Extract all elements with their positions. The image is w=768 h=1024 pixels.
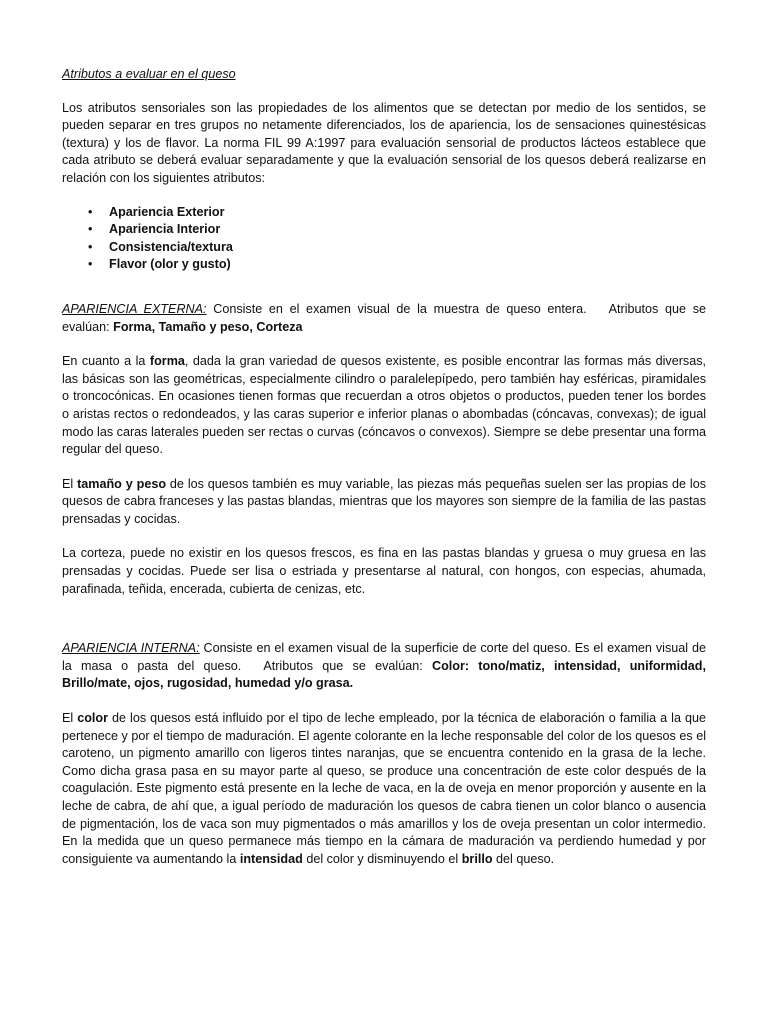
color-lead: El bbox=[62, 711, 78, 726]
internal-description: Consiste en el examen visual de la superficie de corte del queso. Es el examen visual de la masa o pasta del queso. bbox=[62, 641, 707, 673]
color-text-3: del queso. bbox=[492, 851, 555, 866]
list-item: • Consistencia/textura bbox=[62, 239, 706, 257]
color-keyword: color bbox=[77, 711, 108, 726]
external-attributes-lead: Atributos que se evalúan: bbox=[62, 301, 707, 334]
section-heading-internal: APARIENCIA INTERNA: bbox=[62, 641, 200, 656]
list-item: • Apariencia Interior bbox=[62, 221, 706, 239]
size-text: de los quesos también es muy variable, las piezas más pequeñas suelen ser las propias de los quesos de cabra franceses y las pastas blandas, mientras que los mayores son siempre de la familia de las pastas prensadas y cocidas. bbox=[62, 476, 707, 526]
page-title: Atributos a evaluar en el queso bbox=[62, 67, 236, 81]
color-text: de los quesos está influido por el tipo de leche empleado, por la técnica de elaboración o familia a la que pertenece y por el tiempo de maduración. El agente colorante en la leche responsable del color de los quesos es el caroteno, un pigmento amarillo con ligeros tintes naranjas, que se encuentra contenido en la grasa de la leche. Como dicha grasa pasa en su mayor parte al queso, se produce una concentración de este color después de la coagulación. Este pigmento está presente en la leche de vaca, en la de oveja en menor proporción y ausente en la leche de cabra, de ahí que, a igual período de maduración los quesos de cabra tienen un color blanco o ausencia de pigmentación, los de vaca son muy pigmentados o más amarillos y los de oveja presentan un color intermedio. En la medida que un queso permanece más tiempo en la cámara de maduración va perdiendo humedad y por consiguiente va aumentando la bbox=[62, 711, 706, 866]
attribute-list bbox=[62, 204, 706, 274]
external-appearance-section bbox=[62, 301, 706, 336]
internal-attributes-lead: Atributos que se evalúan: bbox=[263, 658, 432, 673]
section-heading-external: APARIENCIA EXTERNA: bbox=[62, 301, 207, 316]
shape-paragraph bbox=[62, 353, 706, 459]
intro-paragraph: Los atributos sensoriales son las propiedades de los alimentos que se detectan por medio de los sentidos, se pueden separar en tres grupos no netamente diferenciados, los de apariencia, los de sensaciones quinestésicas (textura) y los de flavor. La norma FIL 99 A:1997 para evaluación sensorial de productos lácteos establece que cada atributo se deberá evaluar separadamente y que la evaluación sensorial de los quesos deberá realizarse en relación con los siguientes atributos: bbox=[62, 100, 706, 185]
external-description: Consiste en el examen visual de la muestra de queso entera. bbox=[206, 301, 587, 316]
color-paragraph bbox=[62, 710, 706, 868]
list-item: • Apariencia Exterior bbox=[62, 204, 706, 222]
brightness-keyword: brillo bbox=[461, 851, 493, 866]
internal-appearance-section bbox=[62, 640, 706, 693]
shape-lead: En cuanto a la bbox=[62, 354, 150, 369]
color-text-2: del color y disminuyendo el bbox=[302, 851, 462, 866]
external-attributes: Forma, Tamaño y peso, Corteza bbox=[113, 319, 303, 334]
shape-text: , dada la gran variedad de quesos existente, es posible encontrar las formas más diversas, las básicas son las geométricas, especialmente cilindro o paralelepípedo, pero también hay esféricas, piramidales o troncocónicas. En ocasiones tienen formas que recuerdan a otros objetos o productos, pueden tener los bordes o aristas rectos o redondeados, y las caras superior e inferior planas o abombadas (cóncavas, convexas); de igual modo las caras laterales pueden ser rectas o curvas (cóncavos o convexos). Siempre se debe presentar una forma regular del queso. bbox=[62, 354, 706, 457]
shape-keyword: forma bbox=[149, 354, 185, 369]
intensity-keyword: intensidad bbox=[239, 851, 303, 866]
size-paragraph bbox=[62, 476, 706, 529]
size-lead: El bbox=[62, 476, 78, 491]
list-item: • Flavor (olor y gusto) bbox=[62, 256, 706, 274]
size-keyword: tamaño y peso bbox=[77, 476, 167, 491]
document-body bbox=[62, 66, 706, 868]
rind-paragraph: La corteza, puede no existir en los quesos frescos, es fina en las pastas blandas y gruesa o muy gruesa en las prensadas y cocidas. Puede ser lisa o estriada y presentarse al natural, con hongos, con especias, ahumada, parafinada, teñida, encerada, cubierta de cenizas, etc. bbox=[62, 546, 706, 596]
internal-attributes: Color: tono/matiz, intensidad, uniformidad, Brillo/mate, ojos, rugosidad, humedad y/o grasa. bbox=[62, 658, 707, 691]
